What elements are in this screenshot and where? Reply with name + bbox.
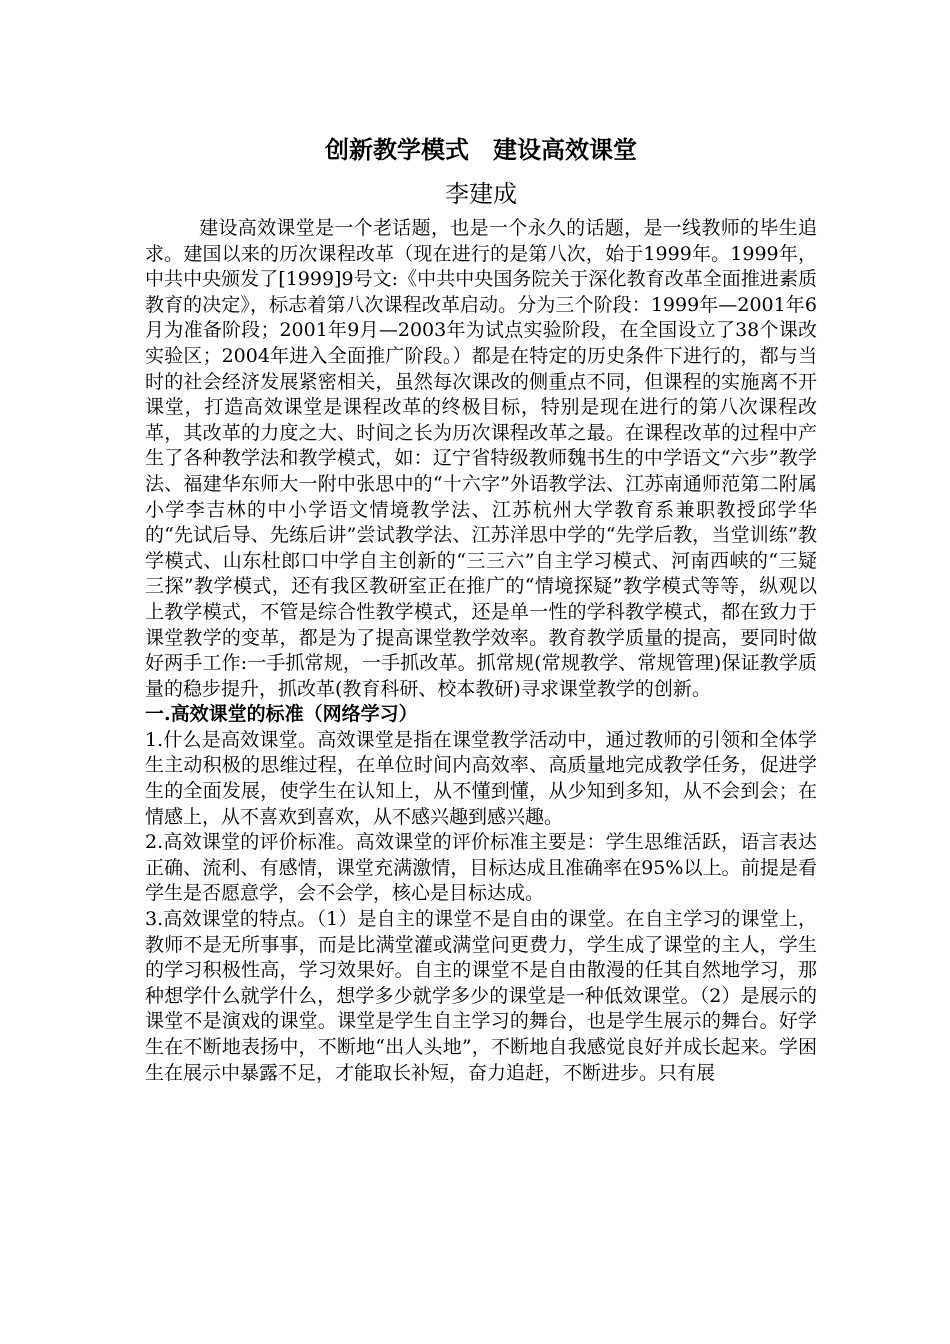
section-item-2: 2.高效课堂的评价标准。高效课堂的评价标准主要是：学生思维活跃，语言表达正确、流利、有感情，课堂充满激情，目标达成且准确率在95%以上。前提是看学生是否愿意学，会不会学，核心是目标达成。 xyxy=(145,831,817,905)
section-item-3: 3.高效课堂的特点。（1）是自主的课堂不是自由的课堂。在自主学习的课堂上，教师不是无所事事，而是比满堂灌或满堂问更费力，学生成了课堂的主人，学生的学习积极性高，学习效果好。自主的课堂不是自由散漫的任其自然地学习，那种想学什么就学什么，想学多少就学多少的课堂是一种低效课堂。（2）是展示的课堂不是演戏的课堂。课堂是学生自主学习的舞台，也是学生展示的舞台。好学生在不断地表扬中，不断地“出人头地”，不断地自我感觉良好并成长起来。学困生在展示中暴露不足，才能取长补短，奋力追赶，不断进步。只有展 xyxy=(145,908,817,1084)
intro-paragraph: 建设高效课堂是一个老话题，也是一个永久的话题，是一线教师的毕生追求。建国以来的历次课程改革（现在进行的是第八次，始于1999年。1999年，中共中央颁发了[1999]9号文:《中共中央国务院关于深化教育改革全面推进素质教育的决定》，标志着第八次课程改革启动。分为三个阶段：1999年—2001年6月为准备阶段；2001年9月—2003年为试点实验阶段，在全国设立了38个课改实验区；2004年进入全面推广阶段。）都是在特定的历史条件下进行的，都与当时的社会经济发展紧密相关，虽然每次课改的侧重点不同，但课程的实施离不开课堂，打造高效课堂是课程改革的终极目标，特别是现在进行的第八次课程改革，其改革的力度之大、时间之长为历次课程改革之最。在课程改革的过程中产生了各种教学法和教学模式，如：辽宁省特级教师魏书生的中学语文“六步”教学法、福建华东师大一附中张思中的“十六字”外语教学法、江苏南通师范第二附属小学李吉林的中小学语文情境教学法、江苏杭州大学教育系兼职教授邱学华的“先试后导、先练后讲”尝试教学法、江苏洋思中学的“先学后教，当堂训练”教学模式、山东杜郎口中学自主创新的“三三六”自主学习模式、河南西峡的“三疑三探”教学模式，还有我区教研室正在推广的“情境探疑”教学模式等等，纵观以上教学模式，不管是综合性教学模式，还是单一性的学科教学模式，都在致力于课堂教学的变革，都是为了提高课堂教学效率。教育教学质量的提高，要同时做好两手工作:一手抓常规，一手抓改革。抓常规(常规教学、常规管理)保证教学质量的稳步提升，抓改革(教育科研、校本教研)寻求课堂教学的创新。 xyxy=(145,217,817,700)
section-item-1: 1.什么是高效课堂。高效课堂是指在课堂教学活动中，通过教师的引领和全体学生主动积极的思维过程，在单位时间内高效率、高质量地完成教学任务，促进学生的全面发展，使学生在认知上，从不懂到懂，从少知到多知，从不会到会；在情感上，从不喜欢到喜欢，从不感兴趣到感兴趣。 xyxy=(145,728,817,828)
section-heading: 一.高效课堂的标准（网络学习） xyxy=(145,703,418,726)
author-name: 李建成 xyxy=(445,180,517,208)
document-title: 创新教学模式 建设高效课堂 xyxy=(325,135,637,164)
document-page xyxy=(145,130,817,1086)
